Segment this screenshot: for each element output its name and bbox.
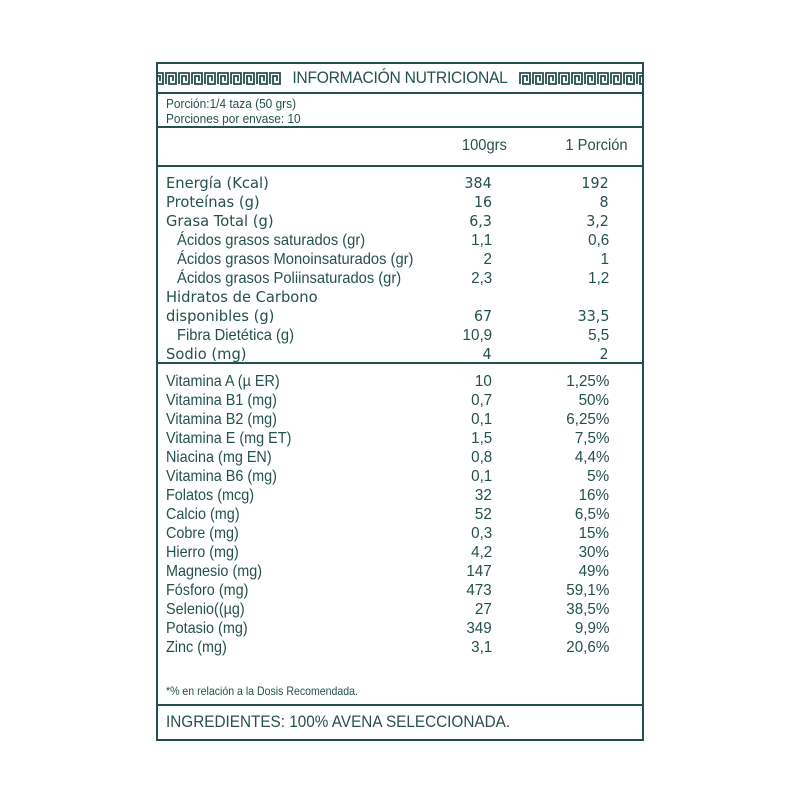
vitamin-mineral-row — [158, 543, 642, 562]
nutrient-value-100g: 2 — [483, 251, 492, 268]
vitamin-mineral-name: Fósforo (mg) — [166, 582, 249, 599]
nutrient-value-100g: 384 — [464, 174, 492, 192]
nutrient-name: Energía (Kcal) — [166, 174, 269, 192]
nutrient-row — [158, 269, 642, 288]
vitamin-mineral-name: Cobre (mg) — [166, 525, 239, 542]
nutrient-value-portion: 2 — [599, 345, 609, 363]
vitamin-mineral-value-100g: 147 — [466, 563, 492, 580]
vitamin-mineral-row — [158, 524, 642, 543]
nutrient-value-portion: 0,6 — [587, 232, 609, 249]
vitamin-mineral-percent-dv: 49% — [578, 563, 609, 580]
vitamin-mineral-name: Calcio (mg) — [166, 506, 240, 523]
vitamin-mineral-percent-dv: 30% — [578, 544, 609, 561]
nutrient-name: Ácidos grasos Monoinsaturados (gr) — [177, 251, 414, 268]
nutrient-row — [158, 288, 642, 307]
vitamin-mineral-percent-dv: 7,5% — [574, 430, 609, 447]
vitamin-mineral-percent-dv: 50% — [578, 392, 609, 409]
vitamin-mineral-value-100g: 0,3 — [470, 525, 492, 542]
vitamin-mineral-name: Vitamina B1 (mg) — [166, 392, 277, 409]
vitamin-mineral-row — [158, 581, 642, 600]
nutrient-name: Ácidos grasos Poliinsaturados (gr) — [177, 270, 402, 287]
vitamin-mineral-percent-dv: 20,6% — [565, 639, 609, 656]
vitamin-mineral-row — [158, 372, 642, 391]
vitamin-mineral-percent-dv: 1,25% — [565, 373, 609, 390]
nutrient-row — [158, 307, 642, 326]
nutrient-row — [158, 212, 642, 231]
vitamin-mineral-value-100g: 1,5 — [470, 430, 492, 447]
nutrient-row — [158, 231, 642, 250]
vitamin-mineral-percent-dv: 6,25% — [565, 411, 609, 428]
vitamin-mineral-percent-dv: 38,5% — [565, 601, 609, 618]
nutrient-name: Ácidos grasos saturados (gr) — [177, 232, 366, 249]
serving-size: Porción:1/4 taza (50 grs) — [166, 97, 297, 111]
nutrient-value-portion: 1,2 — [587, 270, 609, 287]
vitamin-mineral-row — [158, 619, 642, 638]
vitamin-mineral-name: Zinc (mg) — [166, 639, 227, 656]
vitamin-mineral-name: Vitamina A (µ ER) — [166, 373, 280, 390]
nutrient-row — [158, 326, 642, 345]
vitamin-mineral-name: Vitamina E (mg ET) — [166, 430, 292, 447]
vitamins-minerals-section — [158, 364, 642, 704]
vitamin-mineral-value-100g: 10 — [475, 373, 492, 390]
vitamin-mineral-row — [158, 600, 642, 619]
nutrition-facts-label — [156, 62, 644, 741]
nutrient-value-100g: 4 — [482, 345, 492, 363]
vitamin-mineral-value-100g: 0,1 — [470, 411, 492, 428]
vitamin-mineral-percent-dv: 59,1% — [565, 582, 609, 599]
nutrient-value-100g: 1,1 — [470, 232, 492, 249]
vitamin-mineral-name: Hierro (mg) — [166, 544, 239, 561]
servings-per-container: Porciones por envase: 10 — [166, 112, 301, 126]
vitamin-mineral-name: Niacina (mg EN) — [166, 449, 272, 466]
nutrient-value-100g: 67 — [473, 307, 492, 325]
nutrient-value-portion: 3,2 — [586, 212, 609, 230]
vitamin-mineral-row — [158, 448, 642, 467]
macronutrients-section — [158, 167, 642, 364]
vitamin-mineral-row — [158, 505, 642, 524]
vitamin-mineral-name: Vitamina B2 (mg) — [166, 411, 277, 428]
nutrient-value-portion: 1 — [600, 251, 609, 268]
nutrient-name: Sodio (mg) — [166, 345, 247, 363]
nutrient-row — [158, 193, 642, 212]
vitamin-mineral-percent-dv: 4,4% — [574, 449, 609, 466]
greek-key-border-right-icon — [519, 70, 642, 86]
footnote: *% en relación a la Dosis Recomendada. — [166, 684, 358, 698]
nutrient-row — [158, 174, 642, 193]
vitamin-mineral-row — [158, 429, 642, 448]
nutrient-row — [158, 250, 642, 269]
nutrient-value-portion: 33,5 — [577, 307, 609, 325]
vitamin-mineral-value-100g: 349 — [466, 620, 492, 637]
vitamin-mineral-row — [158, 467, 642, 486]
nutrient-value-portion: 5,5 — [587, 327, 609, 344]
vitamin-mineral-name: Magnesio (mg) — [166, 563, 263, 580]
vitamin-mineral-value-100g: 0,1 — [470, 468, 492, 485]
vitamin-mineral-value-100g: 32 — [475, 487, 492, 504]
nutrient-name: Proteínas (g) — [166, 193, 260, 211]
nutrient-name: Fibra Dietética (g) — [177, 327, 294, 344]
ingredients — [158, 704, 642, 737]
vitamin-mineral-percent-dv: 9,9% — [574, 620, 609, 637]
vitamin-mineral-name: Folatos (mcg) — [166, 487, 255, 504]
vitamin-mineral-row — [158, 638, 642, 657]
vitamin-mineral-row — [158, 410, 642, 429]
serving-info — [158, 94, 642, 128]
nutrient-value-portion: 8 — [599, 193, 609, 211]
vitamin-mineral-value-100g: 3,1 — [470, 639, 492, 656]
nutrient-value-100g: 6,3 — [469, 212, 492, 230]
nutrient-value-portion: 192 — [581, 174, 609, 192]
vitamin-mineral-row — [158, 391, 642, 410]
label-title: INFORMACIÓN NUTRICIONAL — [292, 68, 508, 87]
vitamin-mineral-value-100g: 52 — [475, 506, 492, 523]
vitamin-mineral-name: Potasio (mg) — [166, 620, 248, 637]
vitamin-mineral-name: Selenio((µg) — [166, 601, 245, 618]
nutrient-value-100g: 16 — [473, 193, 492, 211]
label-header — [158, 64, 642, 94]
nutrient-value-100g: 10,9 — [462, 327, 492, 344]
vitamin-mineral-value-100g: 4,2 — [470, 544, 492, 561]
vitamin-mineral-value-100g: 27 — [475, 601, 492, 618]
column-header-100g: 100grs — [461, 137, 507, 154]
vitamin-mineral-percent-dv: 5% — [587, 468, 609, 485]
vitamin-mineral-value-100g: 0,8 — [470, 449, 492, 466]
column-header-portion: 1 Porción — [565, 137, 628, 154]
vitamin-mineral-value-100g: 473 — [466, 582, 492, 599]
nutrient-row — [158, 345, 642, 364]
vitamin-mineral-row — [158, 562, 642, 581]
vitamin-mineral-percent-dv: 6,5% — [574, 506, 609, 523]
vitamin-mineral-name: Vitamina B6 (mg) — [166, 468, 277, 485]
nutrient-name: disponibles (g) — [166, 307, 275, 325]
vitamin-mineral-percent-dv: 15% — [578, 525, 609, 542]
vitamin-mineral-value-100g: 0,7 — [470, 392, 492, 409]
vitamin-mineral-row — [158, 486, 642, 505]
nutrient-name: Hidratos de Carbono — [166, 288, 318, 306]
column-headers — [158, 128, 642, 167]
ingredients-text: INGREDIENTES: 100% AVENA SELECCIONADA. — [166, 712, 511, 731]
greek-key-border-left-icon — [158, 70, 281, 86]
nutrient-name: Grasa Total (g) — [166, 212, 274, 230]
vitamin-mineral-percent-dv: 16% — [578, 487, 609, 504]
nutrient-value-100g: 2,3 — [470, 270, 492, 287]
